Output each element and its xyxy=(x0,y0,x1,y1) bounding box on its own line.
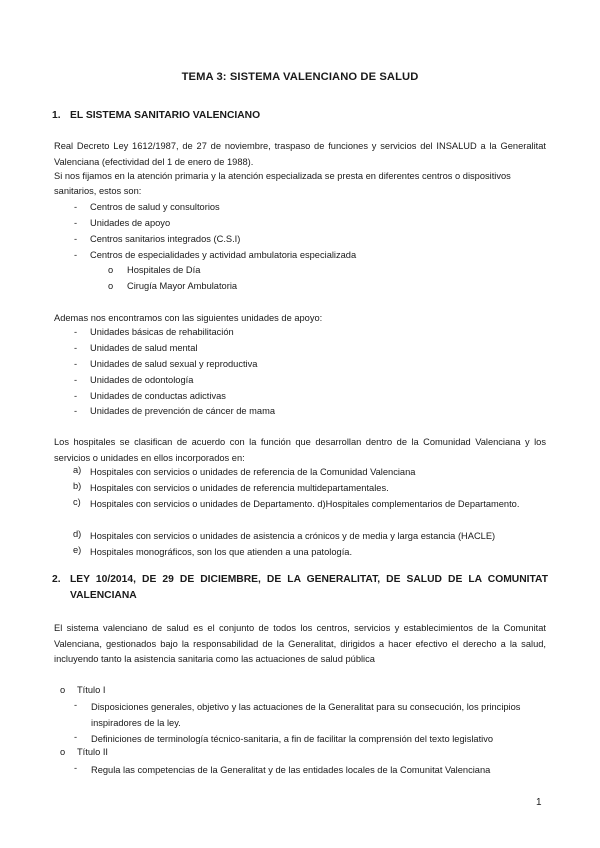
titulo-1: o Título I xyxy=(60,685,106,695)
list-item: - Centros sanitarios integrados (C.S.I) xyxy=(74,234,241,244)
list-item: e) Hospitales monográficos, son los que atienden a una patología. xyxy=(73,545,353,557)
list-item: - Unidades de salud sexual y reproductiva xyxy=(74,359,258,369)
section-1-paragraph-centros-line1: Si nos fijamos en la atención primaria y la atención especializada se presta en diferentes centros o dispositivos xyxy=(54,171,511,181)
list-item: - Disposiciones generales, objetivo y las actuaciones de la Generalitat para su consecución, los principios inspiradores de la ley. xyxy=(74,700,521,728)
list-item: - Unidades de prevención de cáncer de mama xyxy=(74,406,276,416)
list-item: a) Hospitales con servicios o unidades de referencia de la Comunidad Valenciana xyxy=(73,465,416,477)
list-item: - Unidades básicas de rehabilitación xyxy=(74,327,234,337)
list-item: d) Hospitales con servicios o unidades de asistencia a crónicos y de media y larga estancia (HACLE) xyxy=(73,529,496,541)
list-item: - Unidades de odontología xyxy=(74,375,194,385)
section-2-heading xyxy=(52,572,552,604)
list-item: - Centros de salud y consultorios xyxy=(74,202,220,212)
list-item: b) Hospitales con servicios o unidades de referencia multidepartamentales. xyxy=(73,481,389,493)
list-item: - Definiciones de terminología técnico-sanitaria, a fin de facilitar la comprensión del texto legislativo xyxy=(74,732,494,744)
section-2-title: LEY 10/2014, DE 29 DE DICIEMBRE, DE LA GENERALITAT, DE SALUD DE LA COMUNITAT VALENCIANA xyxy=(70,574,548,601)
document-title: TEMA 3: SISTEMA VALENCIANO DE SALUD xyxy=(181,71,419,83)
page-number: 1 xyxy=(536,797,542,808)
list-item: - Unidades de apoyo xyxy=(74,218,171,228)
sub-list-item: o Hospitales de Día xyxy=(108,265,201,275)
list-item: - Unidades de salud mental xyxy=(74,343,198,353)
list-item: - Unidades de conductas adictivas xyxy=(74,391,226,401)
list-item: - Centros de especialidades y actividad ambulatoria especializada xyxy=(74,250,357,260)
section-1-number: 1. xyxy=(52,110,61,121)
section-2-paragraph: El sistema valenciano de salud es el conjunto de todos los centros, servicios y establecimientos de la Comunitat Valenciana, gestionados bajo la responsabilidad de la Generalitat, dirigidos a hacer efectivo el derecho a la salud, incluyendo tanto la asistencia sanitaria como las actuaciones de salud pública xyxy=(54,623,546,664)
section-1-paragraph-decreto: Real Decreto Ley 1612/1987, de 27 de noviembre, traspaso de funciones y servicios del INSALUD a la Generalitat Valenciana (efectividad del 1 de enero de 1988). xyxy=(54,141,546,167)
sub-list-item: o Cirugía Mayor Ambulatoria xyxy=(108,281,238,291)
titulo-2: o Título II xyxy=(60,747,109,757)
apoyo-intro: Ademas nos encontramos con las siguientes unidades de apoyo: xyxy=(54,313,323,323)
section-1-heading xyxy=(52,110,260,121)
list-item: c) Hospitales con servicios o unidades de Departamento. d)Hospitales complementarios de Departamento. xyxy=(73,497,520,509)
section-2-number: 2. xyxy=(52,574,61,585)
section-1-title: EL SISTEMA SANITARIO VALENCIANO xyxy=(70,110,261,121)
section-1-paragraph-centros-line2: sanitarios, estos son: xyxy=(54,186,142,196)
list-item: - Regula las competencias de la Generalitat y de las entidades locales de la Comunitat Valenciana xyxy=(74,763,491,775)
hospitales-intro: Los hospitales se clasifican de acuerdo con la función que desarrollan dentro de la Comunidad Valenciana y los servicios o unidades en ellos incorporados en: xyxy=(54,437,546,463)
